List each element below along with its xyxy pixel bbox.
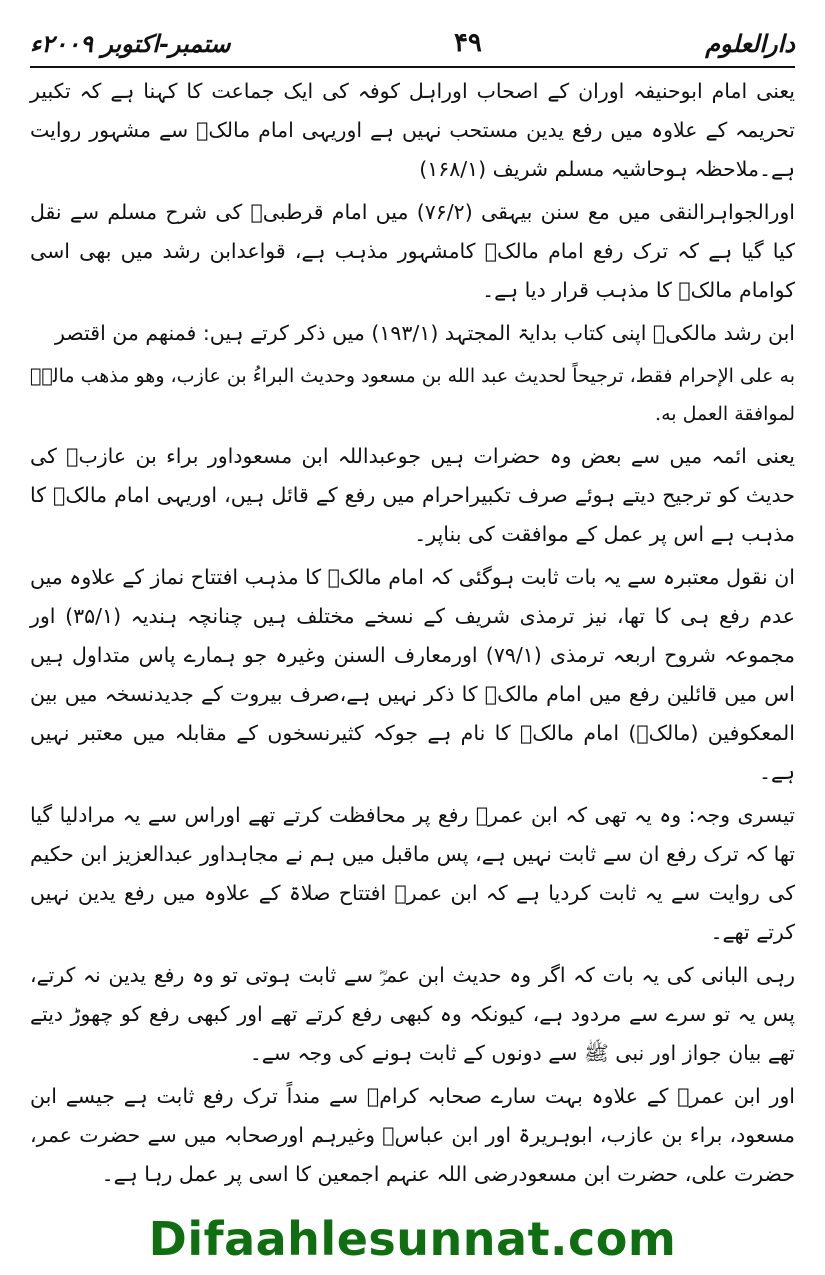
paragraph-7: رہی البانی کی یہ بات کہ اگر وہ حدیث ابن عمرؓ سے ثابت ہوتی تو وہ رفع یدین نہ کرتے، پس یہ تو سرے سے مردود ہے، کیونکہ وہ کبھی رفع کرتے تھے اور کبھی رفع کو چھوڑ دیتے تھے بیان جواز اور نبی ﷺ سے دونوں کے ثابت ہونے کی وجہ سے۔: [30, 963, 795, 1065]
website-watermark: Difaahlesunnat.com: [148, 1212, 677, 1266]
paragraph-2: اورالجواہرالنقی میں مع سنن بیہقی (۷۶/۲) میں امام قرطبیؒ کی شرح مسلم سے نقل کیا گیا ہے کہ ترک رفع امام مالکؒ کامشہور مذہب ہے، قواعدابن رشد میں بھی اسی کوامام مالکؒ کا مذہب قرار دیا ہے۔: [30, 200, 795, 302]
arabic-quote: به على الإحرام فقط، ترجيحاً لحديث عبد الله بن مسعود وحديث البراءُ بن عازب، وهو مذهب مالكؒ لموافقة العمل به.: [30, 365, 795, 425]
paragraph-8: اور ابن عمرؓ کے علاوہ بہت سارے صحابہ کرامؓ سے منداً ترک رفع ثابت ہے جیسے ابن مسعود، براء بن عازب، ابوہریرۃ اور ابن عباسؓ وغیرہم اورصحابہ میں سے حضرت عمر، حضرت علی، حضرت ابن مسعودرضی اللہ عنہم اجمعین کا اسی پر عمل رہا ہے۔: [30, 1084, 795, 1186]
journal-title: دارالعلوم: [705, 28, 795, 58]
paragraph-1: یعنی امام ابوحنیفہ اوران کے اصحاب اوراہل کوفہ کی ایک جماعت کا کہنا ہے کہ تکبیر تحریمہ کے علاوہ میں رفع یدین مستحب نہیں ہے اوریہی امام مالکؒ سے مشہور روایت ہے۔ملاحظہ ہوحاشیہ مسلم شریف (۱۶۸/۱): [30, 79, 795, 181]
issue-date: ستمبر-اکتوبر ۲۰۰۹ء: [30, 28, 231, 58]
article-body: [30, 72, 795, 1198]
page-number: ۴۹: [453, 28, 482, 58]
paragraph-4: یعنی ائمہ میں سے بعض وہ حضرات ہیں جوعبداللہ ابن مسعوداور براء بن عازبؓ کی حدیث کو ترجیح دیتے ہوئے صرف تکبیراحرام میں رفع کے قائل ہیں، اوریہی امام مالکؒ کا مذہب ہے اس پر عمل کے موافقت کی بناپر۔: [30, 444, 795, 546]
paragraph-3: ابن رشد مالکیؒ اپنی کتاب بدایۃ المجتہد (۱۹۳/۱) میں ذکر کرتے ہیں: فمنهم من اقتصر: [55, 321, 795, 345]
page-header: [30, 22, 795, 64]
paragraph-5: ان نقول معتبرہ سے یہ بات ثابت ہوگئی کہ امام مالکؒ کا مذہب افتتاح نماز کے علاوہ میں عدم رفع ہی کا تھا، نیز ترمذی شریف کے نسخے مختلف ہیں چنانچہ ہندیہ (۳۵/۱) اور مجموعہ شروح اربعہ ترمذی (۷۹/۱) اورمعارف السنن وغیرہ جو ہمارے پاس متداول ہیں اس میں قائلین رفع میں امام مالکؒ کا ذکر نہیں ہے،صرف بیروت کے جدیدنسخہ میں بین المعکوفین (مالکؒ) امام مالکؒ کا نام ہے جوکہ کثیرنسخوں کے مقابلہ میں معتبر نہیں ہے۔: [30, 565, 796, 784]
paragraph-6: تیسری وجہ: وہ یہ تھی کہ ابن عمرؓ رفع پر محافظت کرتے تھے اوراس سے یہ مرادلیا گیا تھا کہ ترک رفع ان سے ثابت نہیں ہے، پس ماقبل میں ہم نے مجاہداور عبدالعزیز ابن حکیم کی روایت سے یہ ثابت کردیا ہے کہ ابن عمرؓ افتتاح صلاۃ کے علاوہ میں رفع یدین نہیں کرتے تھے۔: [30, 803, 795, 944]
header-divider: [30, 66, 795, 68]
